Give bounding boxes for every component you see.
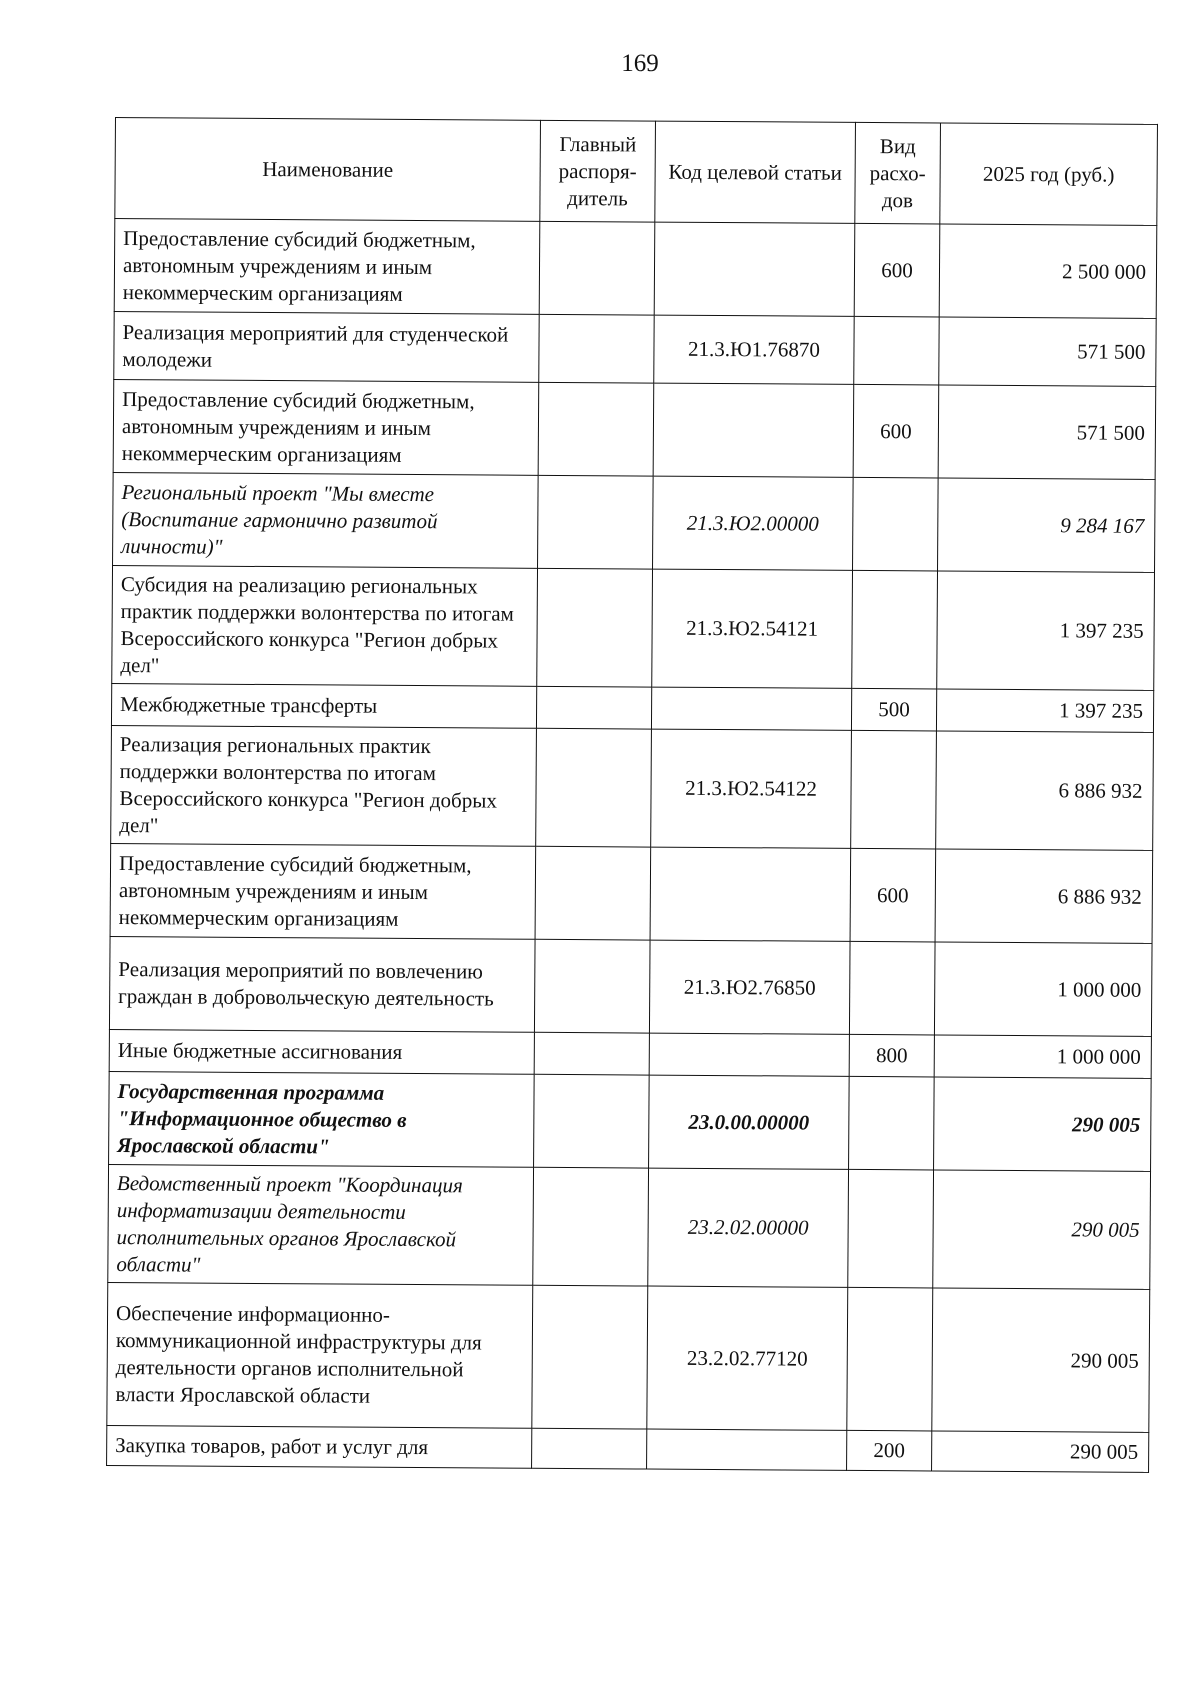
- budget-table: [106, 117, 1158, 1473]
- cell-name: Региональный проект "Мы вместе (Воспитание гармонично развитой личности)": [113, 472, 539, 568]
- cell-name: Реализация региональных практик поддержки волонтерства по итогам Всероссийского конкурса "Регион добрых дел": [111, 725, 537, 846]
- cell-expense-type: [852, 570, 938, 689]
- cell-expense-type: [851, 730, 937, 849]
- cell-target-code: 21.3.Ю1.76870: [654, 315, 854, 384]
- table-row: [112, 565, 1155, 690]
- cell-main-manager: [532, 1428, 647, 1469]
- cell-name: Иные бюджетные ассигнования: [109, 1029, 534, 1074]
- header-name: Наименование: [115, 118, 541, 222]
- header-year: 2025 год (руб.): [940, 123, 1158, 225]
- cell-amount: 290 005: [932, 1431, 1149, 1472]
- table-row: [107, 1282, 1150, 1432]
- cell-target-code: [651, 687, 851, 730]
- cell-expense-type: [849, 941, 935, 1035]
- cell-name: Ведомственный проект "Координация информатизации деятельности исполнительных органов Ярославской области": [108, 1164, 534, 1285]
- page-number: 169: [621, 50, 659, 77]
- table-row: [107, 1425, 1149, 1472]
- cell-target-code: 21.3.Ю2.54122: [651, 729, 852, 848]
- table-row: [109, 936, 1152, 1036]
- cell-name: Государственная программа "Информационное общество в Ярославской области": [109, 1071, 535, 1167]
- cell-target-code: 21.3.Ю2.76850: [649, 940, 850, 1034]
- table-body: [107, 219, 1157, 1473]
- cell-target-code: [650, 847, 851, 941]
- cell-expense-type: 600: [854, 223, 940, 317]
- cell-name: Реализация мероприятий по вовлечению граждан в добровольческую деятельность: [109, 936, 535, 1032]
- cell-main-manager: [536, 686, 651, 729]
- cell-target-code: [653, 383, 854, 477]
- cell-amount: 2 500 000: [939, 224, 1157, 318]
- table-row: [113, 379, 1156, 479]
- cell-target-code: 23.0.00.00000: [649, 1075, 850, 1169]
- cell-expense-type: [853, 477, 939, 571]
- cell-main-manager: [537, 568, 653, 687]
- table-row: [113, 472, 1156, 572]
- cell-target-code: [647, 1429, 847, 1470]
- cell-expense-type: [848, 1169, 934, 1288]
- cell-main-manager: [538, 475, 654, 569]
- cell-amount: 571 500: [939, 317, 1156, 386]
- cell-amount: 290 005: [934, 1077, 1152, 1171]
- cell-name: Обеспечение информационно-коммуникационной инфраструктуры для деятельности органов исполнительной власти Ярославской области: [107, 1282, 533, 1428]
- cell-amount: 6 886 932: [935, 849, 1153, 943]
- table-header-row: [115, 118, 1158, 226]
- cell-amount: 1 397 235: [936, 689, 1153, 732]
- cell-name: Реализация мероприятий для студенческой молодежи: [114, 311, 539, 382]
- cell-amount: 290 005: [932, 1288, 1150, 1432]
- cell-name: Межбюджетные трансферты: [111, 683, 536, 728]
- cell-target-code: 23.2.02.00000: [648, 1168, 849, 1287]
- cell-amount: 1 000 000: [934, 942, 1152, 1036]
- cell-main-manager: [534, 1074, 650, 1168]
- cell-main-manager: [532, 1285, 648, 1429]
- cell-main-manager: [535, 846, 651, 940]
- header-main-manager: Главный распоря-дитель: [540, 120, 656, 222]
- cell-amount: 1 397 235: [937, 571, 1155, 690]
- cell-expense-type: 600: [853, 384, 939, 478]
- cell-main-manager: [539, 314, 654, 383]
- cell-target-code: 21.3.Ю2.00000: [653, 476, 854, 570]
- cell-expense-type: 500: [851, 688, 936, 731]
- cell-main-manager: [533, 1167, 649, 1286]
- cell-name: Субсидия на реализацию региональных практик поддержки волонтерства по итогам Всероссийского конкурса "Регион добрых дел": [112, 565, 538, 686]
- cell-amount: 290 005: [933, 1170, 1151, 1289]
- cell-main-manager: [538, 382, 654, 476]
- cell-amount: 6 886 932: [936, 731, 1154, 850]
- cell-target-code: 23.2.02.77120: [647, 1286, 848, 1430]
- cell-expense-type: [849, 1076, 935, 1170]
- header-expense-type: Вид расхо-дов: [855, 122, 941, 224]
- cell-main-manager: [534, 1032, 649, 1075]
- table-row: [111, 683, 1153, 732]
- cell-main-manager: [536, 728, 652, 847]
- cell-target-code: [649, 1033, 849, 1076]
- cell-amount: 571 500: [938, 385, 1156, 479]
- cell-expense-type: 800: [849, 1034, 934, 1077]
- cell-expense-type: [847, 1287, 933, 1431]
- table-row: [114, 219, 1157, 319]
- cell-name: Предоставление субсидий бюджетным, автономным учреждениям и иным некоммерческим организациям: [110, 843, 536, 939]
- table-row: [111, 725, 1154, 850]
- cell-main-manager: [539, 221, 655, 315]
- cell-name: Закупка товаров, работ и услуг для: [107, 1425, 532, 1468]
- cell-amount: 1 000 000: [934, 1035, 1151, 1078]
- table-row: [110, 843, 1153, 943]
- table-row: [109, 1071, 1152, 1171]
- header-target-code: Код целевой статьи: [655, 121, 856, 223]
- cell-target-code: 21.3.Ю2.54121: [652, 569, 853, 688]
- table-row: [114, 311, 1156, 386]
- cell-amount: 9 284 167: [938, 478, 1156, 572]
- cell-name: Предоставление субсидий бюджетным, автономным учреждениям и иным некоммерческим организациям: [113, 379, 539, 475]
- cell-expense-type: [854, 316, 939, 385]
- cell-name: Предоставление субсидий бюджетным, автономным учреждениям и иным некоммерческим организациям: [114, 219, 540, 315]
- table-row: [108, 1164, 1151, 1289]
- table-row: [109, 1029, 1151, 1078]
- cell-main-manager: [534, 939, 650, 1033]
- cell-expense-type: 200: [847, 1430, 932, 1471]
- cell-target-code: [654, 222, 855, 316]
- cell-expense-type: 600: [850, 848, 936, 942]
